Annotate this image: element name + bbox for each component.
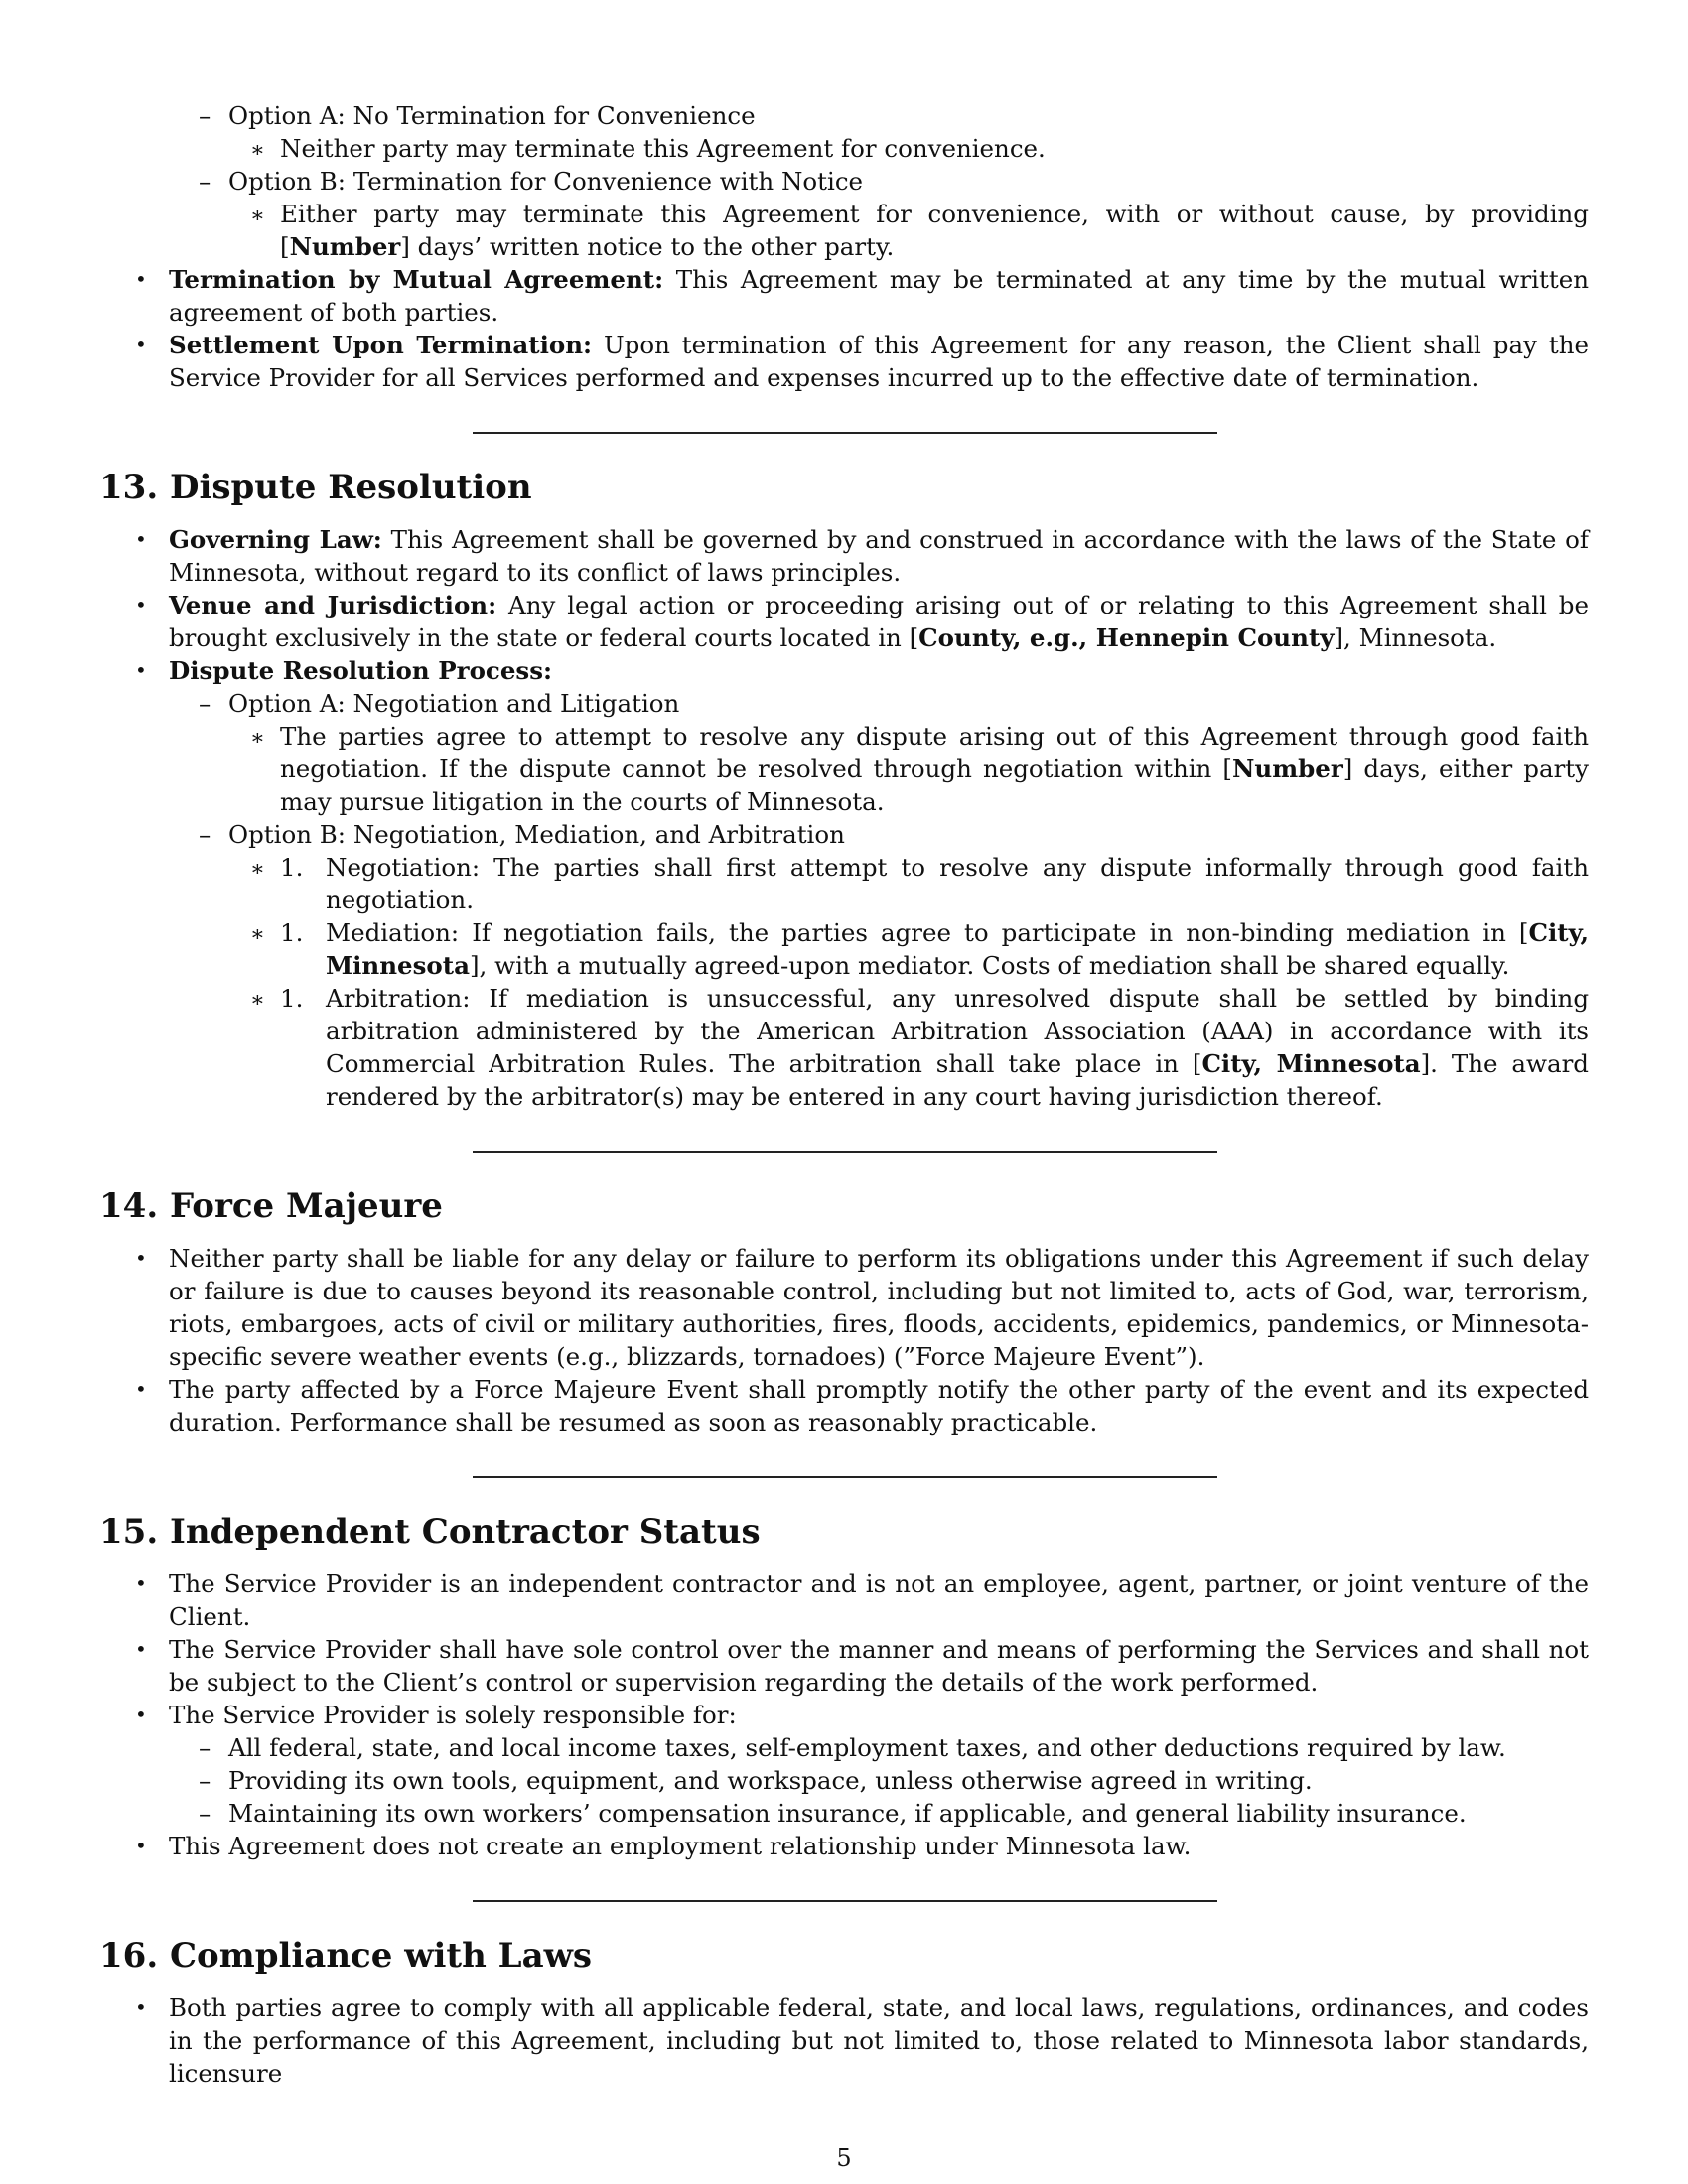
list-item <box>99 1830 1589 1862</box>
page-number: 5 <box>836 2144 852 2172</box>
placeholder-city: City, Minnesota <box>326 918 1589 980</box>
governing-law-label: Governing Law: <box>169 525 382 554</box>
bullet-marker: • <box>135 658 147 682</box>
option-a-title: Option A: No Termination for Convenience <box>228 101 756 130</box>
bullet-marker: • <box>135 333 147 356</box>
option-a-text-pre: The parties agree to attempt to resolve any dispute arising out of this Agreement through good faith negotiation. If the dispute cannot be resolved through negotiation within [ <box>280 722 1589 783</box>
placeholder-number: Number <box>289 232 401 261</box>
responsibility-text: The Service Provider is solely responsible for: <box>169 1701 737 1729</box>
bullet-marker: • <box>135 1703 147 1726</box>
list-item <box>99 1764 1589 1797</box>
compliance-text: Both parties agree to comply with all applicable federal, state, and local laws, regulations, ordinances, and codes in the performance of this Agreement, including but not limited to, those related to Minnesota labor standards, licensure <box>169 1993 1589 2088</box>
settlement-label: Settlement Upon Termination: <box>169 331 593 359</box>
asterisk-marker: ∗ <box>250 857 265 882</box>
section-divider <box>473 1151 1217 1153</box>
dispute-process-label: Dispute Resolution Process: <box>169 656 553 685</box>
list-item <box>99 851 1589 916</box>
list-item <box>99 263 1589 329</box>
placeholder-city: City, Minnesota <box>1201 1049 1421 1078</box>
venue-text-pre: Any legal action or proceeding arising out of or relating to this Agreement shall be brought exclusively in the state or federal courts located in [ <box>169 591 1589 652</box>
list-item <box>99 132 1589 165</box>
item-number: 1. <box>280 918 304 947</box>
placeholder-county: County, e.g., Hennepin County <box>918 623 1335 652</box>
responsibility-taxes: All federal, state, and local income taxes, self-employment taxes, and other deductions required by law. <box>228 1733 1506 1762</box>
list-item <box>99 654 1589 687</box>
bullet-marker: • <box>135 1995 147 2019</box>
dash-marker: – <box>199 1766 211 1795</box>
item-number: 1. <box>280 984 304 1013</box>
list-item <box>99 916 1589 982</box>
option-b-title: Option B: Negotiation, Mediation, and Arbitration <box>228 820 845 849</box>
list-item <box>99 1373 1589 1438</box>
option-b-text-post: ] days’ written notice to the other party. <box>400 232 895 261</box>
employment-text: This Agreement does not create an employment relationship under Minnesota law. <box>169 1832 1192 1860</box>
list-item <box>99 1797 1589 1830</box>
bullet-marker: • <box>135 1637 147 1661</box>
list-item <box>99 1731 1589 1764</box>
contractor-text: The Service Provider is an independent contractor and is not an employee, agent, partner, or joint venture of the Client. <box>169 1570 1589 1631</box>
option-b-text-pre: Either party may terminate this Agreement for convenience, with or without cause, by providing [ <box>280 200 1589 261</box>
bullet-marker: • <box>135 527 147 551</box>
bullet-marker: • <box>135 1246 147 1270</box>
list-item <box>99 165 1589 198</box>
force-majeure-notice-text: The party affected by a Force Majeure Event shall promptly notify the other party of the event and its expected duration. Performance shall be resumed as soon as reasonably practicable. <box>169 1375 1589 1436</box>
responsibility-tools: Providing its own tools, equipment, and workspace, unless otherwise agreed in writing. <box>228 1766 1313 1795</box>
list-item <box>99 982 1589 1113</box>
venue-label: Venue and Jurisdiction: <box>169 591 497 619</box>
option-b-title: Option B: Termination for Convenience with Notice <box>228 167 864 196</box>
asterisk-marker: ∗ <box>250 138 265 163</box>
asterisk-marker: ∗ <box>250 204 265 228</box>
asterisk-marker: ∗ <box>250 988 265 1013</box>
mutual-termination-label: Termination by Mutual Agreement: <box>169 265 664 294</box>
dash-marker: – <box>199 167 211 196</box>
list-item <box>99 198 1589 263</box>
dash-marker: – <box>199 820 211 849</box>
bullet-marker: • <box>135 1377 147 1401</box>
placeholder-number: Number <box>1232 754 1343 783</box>
option-a-text-post: ] days, either party may pursue litigation in the courts of Minnesota. <box>280 754 1589 816</box>
section-15-heading: 15. Independent Contractor Status <box>99 1512 761 1552</box>
list-item <box>99 1242 1589 1373</box>
mediation-text-pre: Mediation: If negotiation fails, the parties agree to participate in non-binding mediation in [ <box>326 918 1529 947</box>
list-item <box>99 720 1589 818</box>
section-divider <box>473 1476 1217 1478</box>
list-item <box>99 99 1589 132</box>
dash-marker: – <box>199 101 211 130</box>
bullet-marker: • <box>135 593 147 616</box>
list-item <box>99 1633 1589 1699</box>
option-a-title: Option A: Negotiation and Litigation <box>228 689 680 718</box>
list-item <box>99 589 1589 654</box>
responsibility-insurance: Maintaining its own workers’ compensation insurance, if applicable, and general liability insurance. <box>228 1799 1467 1828</box>
bullet-marker: • <box>135 1571 147 1595</box>
control-text: The Service Provider shall have sole control over the manner and means of performing the Services and shall not be subject to the Client’s control or supervision regarding the details of the work performed. <box>169 1635 1589 1697</box>
list-item <box>99 1991 1589 2090</box>
list-item <box>99 1568 1589 1633</box>
dash-marker: – <box>199 1733 211 1762</box>
asterisk-marker: ∗ <box>250 922 265 947</box>
settlement-text: Upon termination of this Agreement for any reason, the Client shall pay the Service Provider for all Services performed and expenses incurred up to the effective date of termination. <box>169 331 1589 392</box>
bullet-marker: • <box>135 267 147 291</box>
dash-marker: – <box>199 689 211 718</box>
arbitration-text-post: ]. The award rendered by the arbitrator(s) may be entered in any court having jurisdiction thereof. <box>326 1049 1589 1111</box>
governing-law-text: This Agreement shall be governed by and construed in accordance with the laws of the State of Minnesota, without regard to its conflict of laws principles. <box>169 525 1589 587</box>
list-item <box>99 1699 1589 1731</box>
list-item <box>99 329 1589 394</box>
section-14-heading: 14. Force Majeure <box>99 1186 443 1226</box>
negotiation-text: Negotiation: The parties shall first attempt to resolve any dispute informally through good faith negotiation. <box>326 853 1589 914</box>
item-number: 1. <box>280 853 304 882</box>
dash-marker: – <box>199 1799 211 1828</box>
mutual-termination-text: This Agreement may be terminated at any time by the mutual written agreement of both parties. <box>169 265 1589 327</box>
list-item <box>99 818 1589 851</box>
document-page <box>99 99 1589 2090</box>
venue-text-post: ], Minnesota. <box>1334 623 1497 652</box>
list-item <box>99 523 1589 589</box>
section-divider <box>473 1900 1217 1902</box>
mediation-text-post: ], with a mutually agreed-upon mediator. Costs of mediation shall be shared equally. <box>469 951 1510 980</box>
section-divider <box>473 432 1217 434</box>
list-item <box>99 687 1589 720</box>
option-a-text: Neither party may terminate this Agreement for convenience. <box>280 134 1046 163</box>
bullet-marker: • <box>135 1834 147 1857</box>
asterisk-marker: ∗ <box>250 726 265 751</box>
arbitration-text-pre: Arbitration: If mediation is unsuccessful, any unresolved dispute shall be settled by binding arbitration administered by the American Arbitration Association (AAA) in accordance with its Commercial Arbitration Rules. The arbitration shall take place in [ <box>326 984 1589 1078</box>
section-13-heading: 13. Dispute Resolution <box>99 468 532 507</box>
section-16-heading: 16. Compliance with Laws <box>99 1936 593 1976</box>
force-majeure-text: Neither party shall be liable for any delay or failure to perform its obligations under this Agreement if such delay or failure is due to causes beyond its reasonable control, including but not limited to, acts of God, war, terrorism, riots, embargoes, acts of civil or military authorities, fires, floods, accidents, epidemics, pandemics, or Minnesota-specific severe weather events (e.g., blizzards, tornadoes) (”Force Majeure Event”). <box>169 1244 1589 1371</box>
